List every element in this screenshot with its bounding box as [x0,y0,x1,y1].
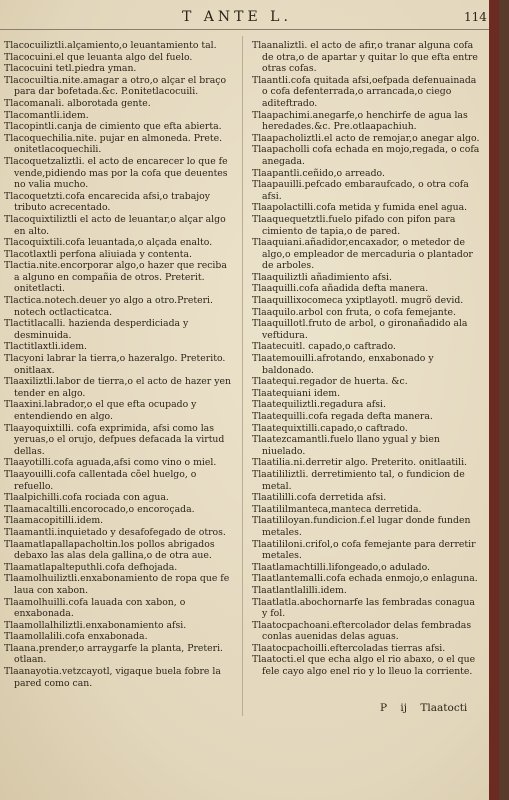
dictionary-entry: Tlaaquequetztli.fuelo pifado con pifon para cimiento de tapia,o de pared. [252,213,456,237]
dictionary-entry: Tlaatlantlalilli.idem. [252,584,347,596]
running-title: T ANTE L. [182,9,292,25]
dictionary-entry: Tlaatequiani idem. [252,387,341,399]
dictionary-entry: Tlaatlatla.abochornarfe las fembradas conagua y fol. [252,596,475,620]
dictionary-entry: Tlaamantli.inquietado y desafofegado de otros. [4,526,226,538]
dictionary-entry: Tlaalpichilli.cofa rociada con agua. [4,492,169,504]
signature-number: ij [400,702,408,714]
dictionary-entry: Tlaatezcamantli.fuelo llano ygual y bien niuelado. [252,434,440,457]
dictionary-entry: Tlacyoni labrar la tierra,o hazeralgo. Preterito. onitlaax. [4,353,226,376]
dictionary-entry: Tlaatililoyan.fundicion.f.el lugar donde funden metales. [252,515,471,538]
signature-mark: P [380,702,388,714]
dictionary-entry: Tlaaquiani.añadidor,encaxador, o metedor de algo,o empleador de mercaduria o plantador de arboles. [252,237,473,272]
dictionary-entry: Tlaatequilli.cofa regada defta manera. [252,411,433,422]
dictionary-entry: Tlaamatlapallapacholtin.los pollos abrigados debaxo las alas dela gallina,o de otra aue. [4,538,215,562]
dictionary-entry: Tlacomantli.idem. [4,109,89,121]
dictionary-entry: Tlaapolactilli.cofa metida y fumida enel agua. [252,202,468,214]
dictionary-entry: Tlacocuini tetl.piedra yman. [4,63,137,75]
dictionary-entry: Tlaatlamachtilli.lifongeado,o adulado. [252,561,431,573]
dictionary-entry: Tlaapacholli cofa echada en mojo,regada, o cofa anegada. [252,144,480,167]
dictionary-entry: Tlaamatlapalteputhli.cofa defhojada. [4,561,178,573]
dictionary-entry: Tlacotlaxtli perfona aliuiada y contenta. [4,248,192,260]
dictionary-entry: Tlaatlantemalli.cofa echada enmojo,o enlaguna. [252,573,478,585]
dictionary-entry: Tlaapantli.ceñido,o arreado. [252,167,385,179]
dictionary-entry: Tlaatililiztli. derretimiento tal, o fundicion de metal. [252,468,465,492]
book-edge [489,0,499,800]
dictionary-entry: Tlaatemouilli.afrotando, enxabonado y baldonado. [252,353,434,376]
right-column [252,40,480,678]
dictionary-entry: Tlacopintli.canja de cimiento que efta abierta. [4,121,222,133]
dictionary-entry: Tlaatililmanteca,manteca derretida. [252,503,422,515]
dictionary-entry: Tlaatequixtilli.capado,o caftrado. [252,422,408,434]
dictionary-entry: Tlacoquetzti.cofa encarecida afsi,o trabajoy tributo acrecentado. [4,190,211,214]
dictionary-entry: Tlacocuini.el que leuanta algo del fuelo. [4,51,193,63]
dictionary-entry: Tlaamacaltilli.encorocado,o encoroçada. [4,503,195,515]
dictionary-entry: Tlacoquixtili.cofa leuantada,o alçada enalto. [4,237,213,249]
dictionary-entry: Tlaapachimi.anegarfe,o henchirfe de agua las heredades.&c. Pre.otlaapachiuh. [252,109,468,133]
dictionary-entry: Tlaanaliztli. el acto de afir,o tranar alguna cofa de otra,o de apartar y quitar lo que efta entre otras cofas. [252,40,478,75]
page-header [0,9,499,30]
catchword: Tlaatocti [420,702,468,714]
dictionary-entry: Tlaatililli.cofa derretida afsi. [252,492,387,504]
dictionary-entry: Tlacoquixtiliztli el acto de leuantar,o alçar algo en alto. [4,213,226,237]
dictionary-entry: Tlactica.notech.deuer yo algo a otro.Preteri. notech octlacticatca. [4,295,213,318]
dictionary-entry: Tlaatililoni.crifol,o cofa femejante para derretir metales. [252,538,476,562]
left-column [4,40,232,689]
dictionary-entry: Tlactitlaxtli.idem. [4,341,87,353]
dictionary-entry: Tlaamollalhiliztli.enxabonamiento afsi. [4,619,187,631]
dictionary-entry: Tlaapacholiztli.el acto de remojar,o anegar algo. [252,132,480,144]
dictionary-entry: Tlaaxini.labrador,o el que efta ocupado y entendiendo en algo. [4,399,197,422]
dictionary-entry: Tlacoquechilia.nite. pujar en almoneda. Prete. onitetlacoquechili. [4,132,223,156]
dictionary-entry: Tlaaquiliztli añadimiento afsi. [252,271,392,283]
column-divider [242,36,243,716]
dictionary-entry: Tlaaquilli.cofa añadida defta manera. [252,283,429,295]
dictionary-entry: Tlaatequi.regador de huerta. &c. [252,376,408,388]
dictionary-entry: Tlacocuiltia.nite.amagar a otro,o alçar el braço para dar bofetada.&c. P.onitetlacocuili. [4,74,227,98]
dictionary-entry: Tlaaquillixocomeca yxiptlayotl. mugrõ devid. [252,295,464,307]
dictionary-entry: Tlaana.prender,o arraygarfe la planta, Preteri. otlaan. [4,642,224,666]
dictionary-entry: Tlaapauilli.pefcado embaraufcado, o otra cofa afsi. [252,179,469,202]
page-footer [380,702,495,714]
dictionary-entry: Tlacoquetzaliztli. el acto de encarecer lo que fe vende,pidiendo mas por la cofa que deuentes no valia mucho. [4,155,228,191]
dictionary-entry: Tlaayouilli.cofa callentada cõel huelgo, o refuello. [4,468,197,492]
dictionary-entry: Tlaamollalili.cofa enxabonada. [4,631,148,643]
dictionary-entry: Tlaaquillotl.fruto de arbol, o gironañadido ala veftidura. [252,318,468,341]
dictionary-entry: Tlactia.nite.encorporar algo,o hazer que reciba a alguno en compañia de otros. Preterit. onitetlacti. [4,260,227,295]
dictionary-entry: Tlaatequiliztli.regadura afsi. [252,399,386,411]
dictionary-entry: Tlaanayotia.vetzcayotl, vigaque buela fobre la pared como can. [4,666,221,689]
page-number: 114 [464,10,487,24]
dictionary-entry: Tlaaxiliztli.labor de tierra,o el acto de hazer yen tender en algo. [4,376,231,399]
dictionary-entry: Tlaamacopitilli.idem. [4,515,104,527]
dictionary-entry: Tlaatilia.ni.derretir algo. Preterito. onitlaatili. [252,457,467,469]
dictionary-entry: Tlaantli.cofa quitada afsi,oefpada defenuainada o cofa defenterrada,o arrancada,o ciego aditeftrado. [252,74,477,109]
dictionary-entry: Tlacocuiliztli.alçamiento,o leuantamiento tal. [4,40,217,51]
dictionary-entry: Tlaatocpachoani.eftercolador delas fembradas conlas auenidas delas aguas. [252,619,472,643]
dictionary-entry: Tlaayoquixtilli. cofa exprimida, afsi como las yeruas,o el orujo, defpues defacada la virtud dellas. [4,422,225,457]
dictionary-entry: Tlactitlacalli. hazienda desperdiciada y desminuida. [4,318,189,341]
dictionary-entry: Tlaamolhuiliztli.enxabonamiento de ropa que fe laua con xabon. [4,573,230,596]
dictionary-entry: Tlaatocti.el que echa algo el rio abaxo, o el que fele cayo algo enel rio y lo lleuo la corriente. [252,654,476,678]
dictionary-entry: Tlaamolhuilli.cofa lauada con xabon, o enxabonada. [4,596,186,620]
dictionary-entry: Tlaatecuitl. capado,o caftrado. [252,341,396,353]
dictionary-entry: Tlaayotilli.cofa aguada,afsi como vino o miel. [4,457,217,469]
dictionary-entry: Tlaaquilo.arbol con fruta, o cofa femejante. [252,306,456,318]
dictionary-entry: Tlaatocpachoilli.eftercoladas tierras afsi. [252,642,446,654]
dictionary-entry: Tlacomanali. alborotada gente. [4,97,151,109]
